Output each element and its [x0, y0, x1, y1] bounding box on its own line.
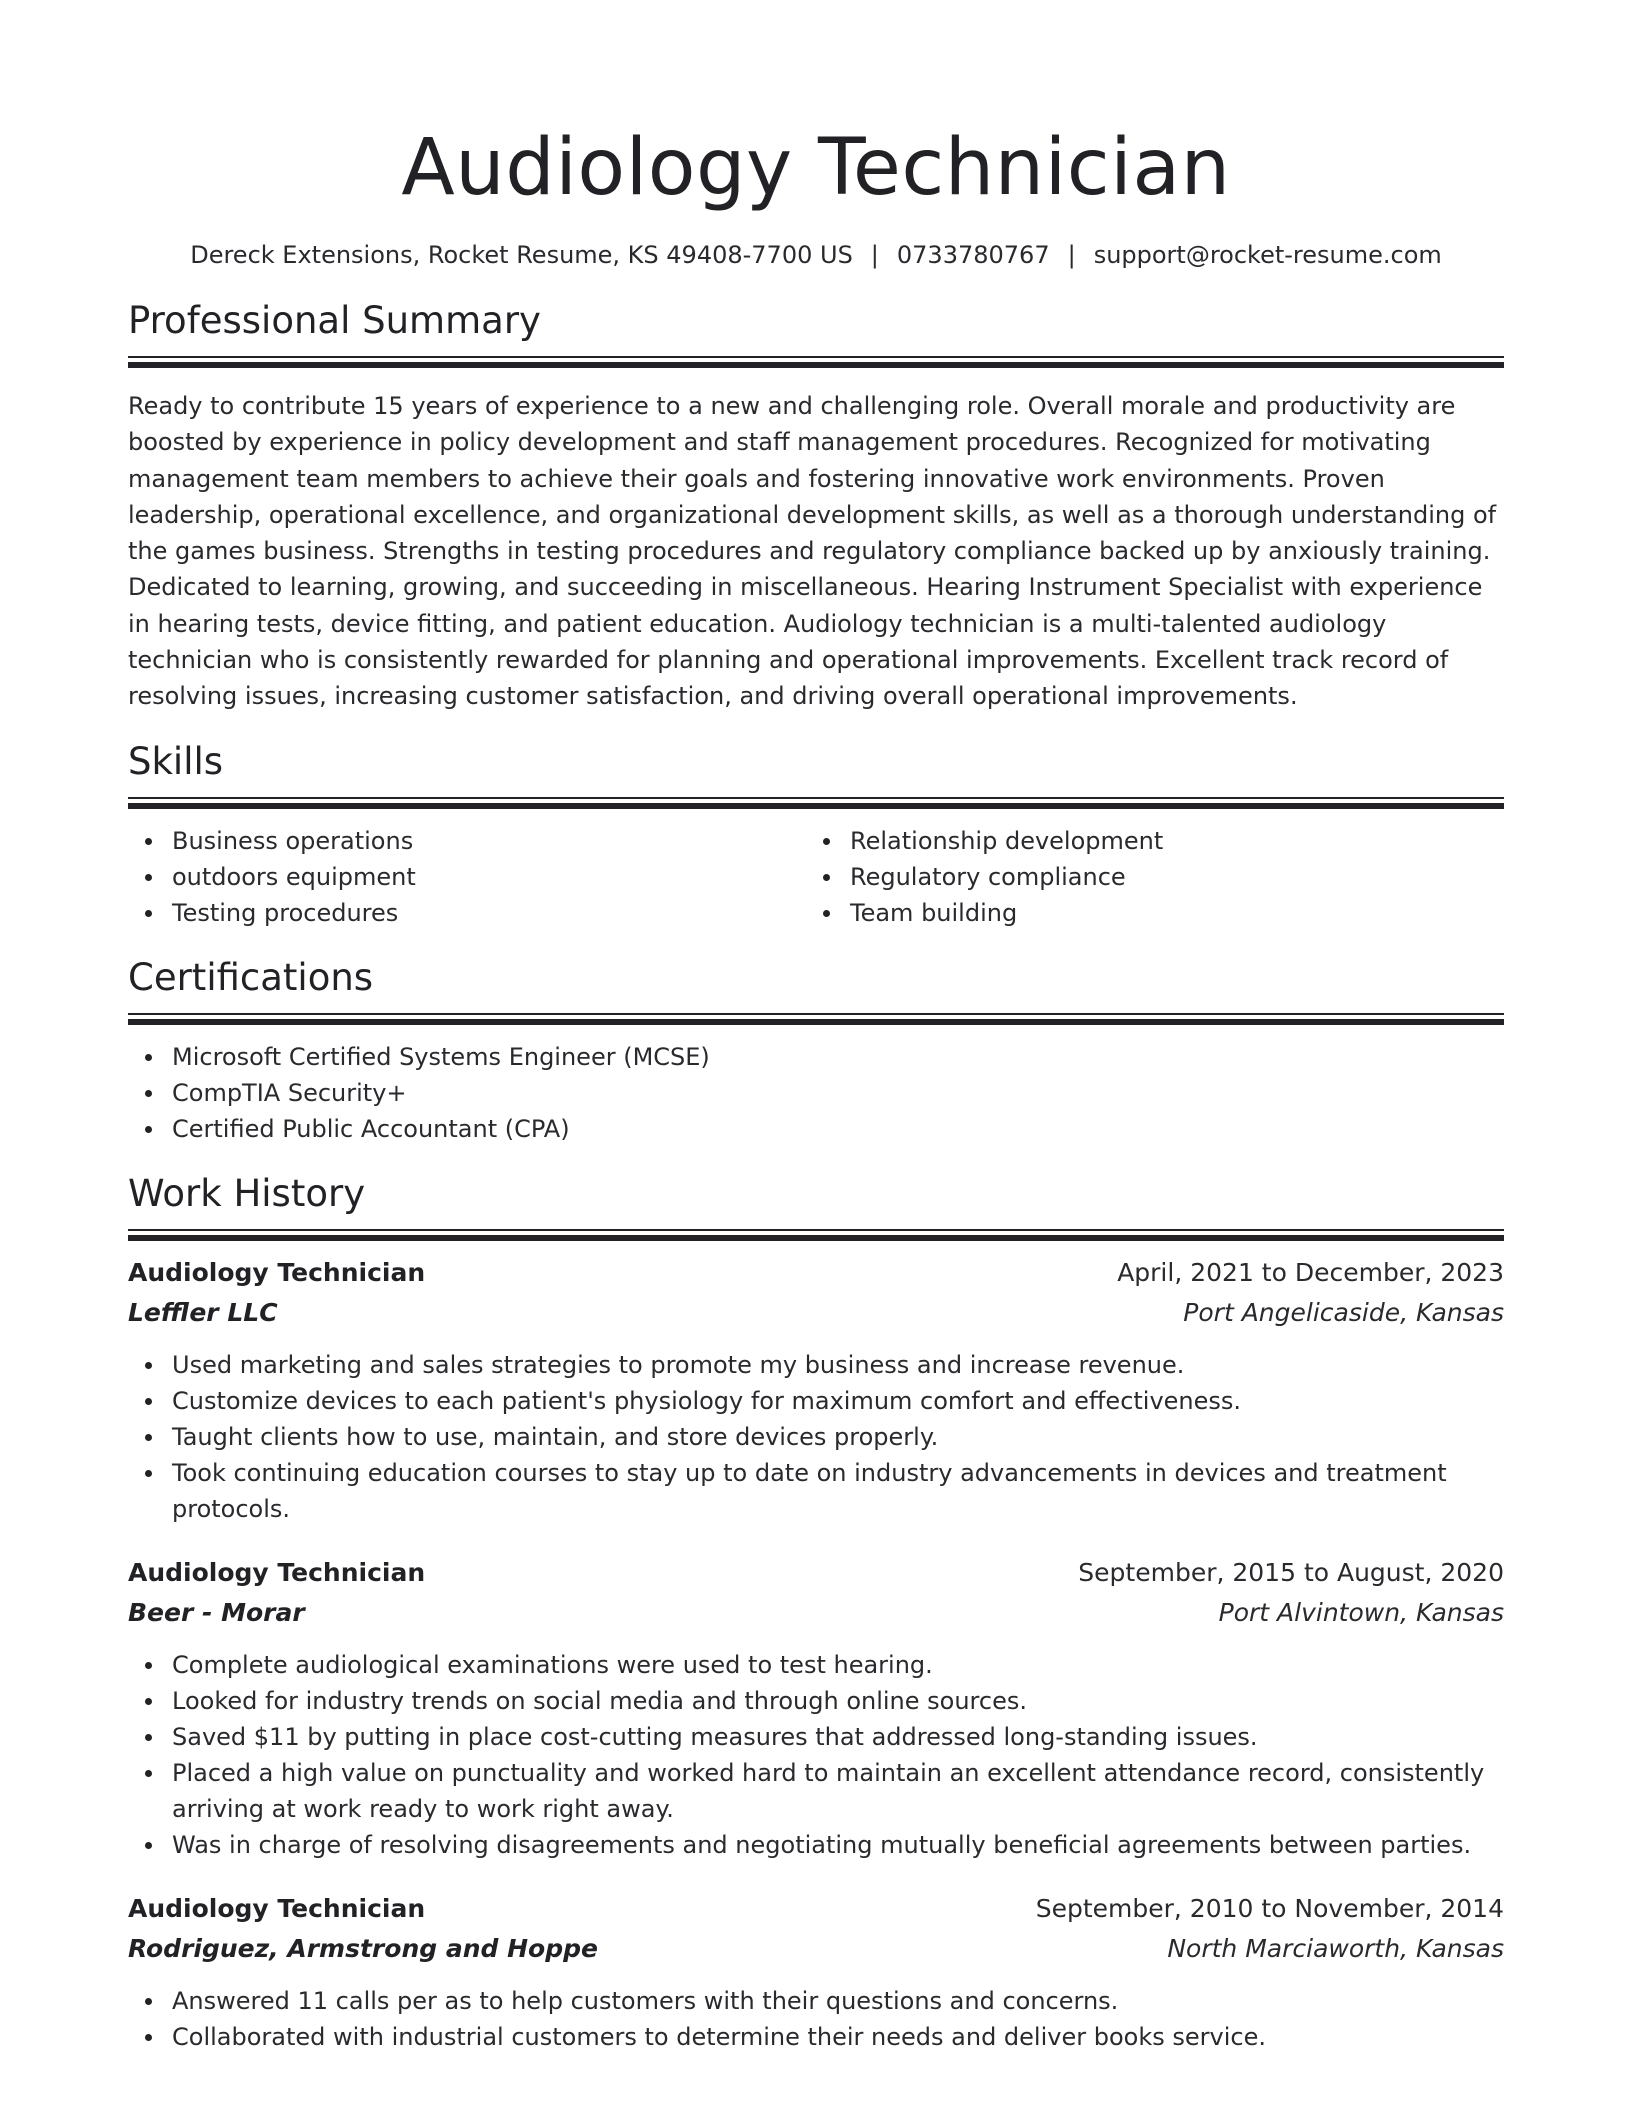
job-entry: [128, 1253, 1504, 1527]
summary-text: Ready to contribute 15 years of experience to a new and challenging role. Overall morale and productivity are boosted by experience in policy development and staff management procedures. Recognized for motivating management team members to achieve their goals and fostering innovative work environments. Proven leadership, operational excellence, and organizational development skills, as well as a thorough understanding of the games business. Strengths in testing procedures and regulatory compliance backed up by anxiously training. Dedicated to learning, growing, and succeeding in miscellaneous. Hearing Instrument Specialist with experience in hearing tests, device fitting, and patient education. Audiology technician is a multi-talented audiology technician who is consistently rewarded for planning and operational improvements. Excellent track record of resolving issues, increasing customer satisfaction, and driving overall operational improvements.: [128, 392, 1497, 711]
skill-item: outdoors equipment: [128, 859, 806, 895]
skill-item: Testing procedures: [128, 895, 806, 931]
skill-item: Regulatory compliance: [806, 859, 1484, 895]
job-company: Rodriguez, Armstrong and Hoppe: [128, 1933, 598, 1963]
section-title-summary: Professional Summary: [128, 299, 541, 342]
job-location: Port Alvintown, Kansas: [1218, 1597, 1504, 1627]
job-duty-item: Taught clients how to use, maintain, and store devices properly.: [128, 1419, 1504, 1455]
resume-page: [128, 0, 1504, 2055]
contact-separator: |: [870, 241, 879, 269]
skill-item: Team building: [806, 895, 1484, 931]
job-entry: [128, 1889, 1504, 2055]
section-title-work-history: Work History: [128, 1171, 366, 1215]
resume-name: Audiology Technician: [401, 123, 1231, 213]
job-duty-item: Placed a high value on punctuality and worked hard to maintain an excellent attendance record, consistently arriving at work ready to work right away.: [128, 1755, 1504, 1827]
contact-separator: |: [1067, 241, 1076, 269]
section-title-certifications: Certifications: [128, 955, 374, 999]
job-dates: September, 2010 to November, 2014: [1035, 1893, 1504, 1923]
job-duty-item: Answered 11 calls per as to help customers with their questions and concerns.: [128, 1983, 1504, 2019]
certifications-list: [128, 1039, 1504, 1147]
job-location: North Marciaworth, Kansas: [1167, 1933, 1504, 1963]
job-duty-item: Looked for industry trends on social media and through online sources.: [128, 1683, 1504, 1719]
job-duties-list: [128, 1347, 1504, 1527]
skills-section: [128, 739, 1504, 931]
job-company: Leffler LLC: [128, 1297, 278, 1327]
job-location: Port Angelicaside, Kansas: [1183, 1297, 1504, 1327]
job-duty-item: Customize devices to each patient's physiology for maximum comfort and effectiveness.: [128, 1383, 1504, 1419]
job-duty-item: Was in charge of resolving disagreements and negotiating mutually beneficial agreements between parties.: [128, 1827, 1504, 1863]
job-company: Beer - Morar: [128, 1597, 305, 1627]
certifications-section: [128, 955, 1504, 1147]
contact-line: [128, 240, 1504, 270]
contact-email: support@rocket-resume.com: [1093, 241, 1442, 269]
job-dates: April, 2021 to December, 2023: [1117, 1257, 1504, 1287]
work-history-section: [128, 1171, 1504, 2055]
contact-address: Dereck Extensions, Rocket Resume, KS 49408-7700 US: [190, 241, 853, 269]
skills-list-right: [806, 823, 1484, 931]
certification-item: Microsoft Certified Systems Engineer (MCSE): [128, 1039, 1504, 1075]
certification-item: Certified Public Accountant (CPA): [128, 1111, 1504, 1147]
job-duties-list: [128, 1647, 1504, 1863]
contact-phone: 0733780767: [896, 241, 1050, 269]
skill-item: Relationship development: [806, 823, 1484, 859]
skill-item: Business operations: [128, 823, 806, 859]
job-company-row: [128, 1593, 1504, 1633]
job-title: Audiology Technician: [128, 1257, 426, 1287]
certification-item: CompTIA Security+: [128, 1075, 1504, 1111]
job-company-row: [128, 1929, 1504, 1969]
job-duty-item: Used marketing and sales strategies to promote my business and increase revenue.: [128, 1347, 1504, 1383]
section-title-skills: Skills: [128, 739, 224, 783]
skills-grid: [128, 823, 1504, 931]
section-divider: [128, 1013, 1504, 1023]
section-divider: [128, 797, 1504, 807]
skills-list-left: [128, 823, 806, 931]
job-duty-item: Took continuing education courses to stay up to date on industry advancements in devices and treatment protocols.: [128, 1455, 1504, 1527]
job-header-row: [128, 1253, 1504, 1293]
section-divider: [128, 356, 1504, 366]
job-duty-item: Saved $11 by putting in place cost-cutting measures that addressed long-standing issues.: [128, 1719, 1504, 1755]
section-divider: [128, 1229, 1504, 1239]
job-dates: September, 2015 to August, 2020: [1078, 1557, 1504, 1587]
job-duty-item: Complete audiological examinations were used to test hearing.: [128, 1647, 1504, 1683]
job-entry: [128, 1553, 1504, 1863]
job-title: Audiology Technician: [128, 1893, 426, 1923]
job-company-row: [128, 1293, 1504, 1333]
job-title: Audiology Technician: [128, 1557, 426, 1587]
job-duty-item: Collaborated with industrial customers to determine their needs and deliver books service.: [128, 2019, 1504, 2055]
job-duties-list: [128, 1983, 1504, 2055]
job-header-row: [128, 1889, 1504, 1929]
job-header-row: [128, 1553, 1504, 1593]
summary-section: [128, 298, 1504, 715]
